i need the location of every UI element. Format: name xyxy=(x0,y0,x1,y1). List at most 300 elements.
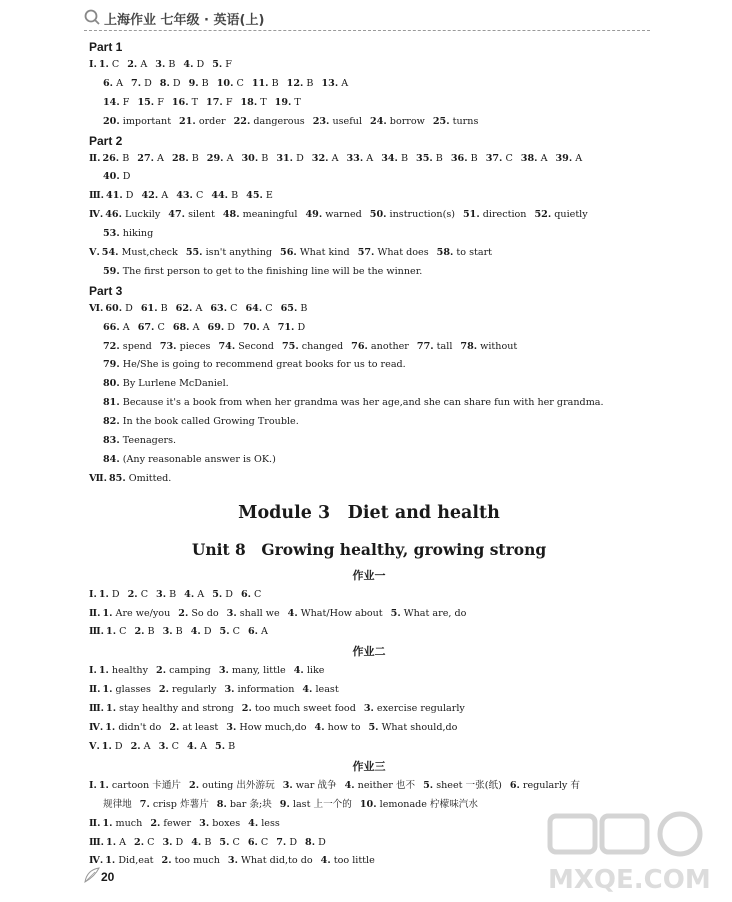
item-number: 1. xyxy=(102,817,113,829)
item-answer: bar 条;块 xyxy=(229,798,272,810)
item-number: 64. xyxy=(245,302,263,314)
item-answer: like xyxy=(306,665,325,677)
answer-item xyxy=(227,608,280,619)
answer-line xyxy=(89,187,649,206)
answer-line xyxy=(89,432,649,451)
item-number: 9. xyxy=(188,77,199,89)
item-number: 4. xyxy=(184,588,195,600)
answer-item xyxy=(370,116,425,127)
item-number: 3. xyxy=(224,684,235,696)
answer-item xyxy=(189,78,209,89)
answer-line xyxy=(89,356,649,375)
item-answer: boxes xyxy=(212,817,241,829)
answer-line xyxy=(89,300,649,319)
answer-item xyxy=(103,341,152,352)
item-number: 1. xyxy=(106,836,117,848)
answer-item xyxy=(191,626,212,637)
item-number: 3. xyxy=(282,779,293,791)
answer-item xyxy=(163,626,183,637)
item-answer: didn't do xyxy=(118,722,162,734)
item-answer: last 上一个的 xyxy=(292,798,352,810)
answer-item xyxy=(391,608,467,619)
item-answer: B xyxy=(228,740,236,752)
item-number: 75. xyxy=(281,340,299,352)
item-number: 2. xyxy=(189,779,200,791)
answer-item xyxy=(416,153,443,164)
answer-item xyxy=(312,153,339,164)
item-number: 58. xyxy=(436,247,454,259)
item-number: 65. xyxy=(280,302,298,314)
item-answer: dangerous xyxy=(253,115,305,127)
item-number: 3. xyxy=(199,817,210,829)
item-answer: important xyxy=(122,115,172,127)
item-number: 41. xyxy=(106,190,123,202)
item-number: 27. xyxy=(137,152,154,164)
item-answer: C xyxy=(157,321,165,333)
item-answer: warned xyxy=(325,209,362,221)
item-answer: B xyxy=(191,152,199,164)
item-number: 54. xyxy=(101,247,119,259)
item-number: 3. xyxy=(156,588,167,600)
item-number: 13. xyxy=(321,77,339,89)
item-answer: sheet 一张(纸) xyxy=(436,779,502,791)
item-number: 5. xyxy=(390,607,401,619)
item-answer: T xyxy=(191,96,199,108)
answer-line xyxy=(89,225,649,244)
roman-numeral: Ⅲ. xyxy=(89,190,105,202)
answer-item xyxy=(131,78,152,89)
answer-item xyxy=(217,78,244,89)
item-answer: fewer xyxy=(163,817,192,829)
roman-numeral: Ⅳ. xyxy=(89,209,104,221)
answer-line xyxy=(89,681,649,700)
item-answer: direction xyxy=(482,209,527,221)
item-number: 23. xyxy=(312,115,330,127)
item-answer: A xyxy=(116,77,124,89)
item-answer: What did,to do xyxy=(240,855,313,867)
answer-item xyxy=(252,78,279,89)
item-answer: without xyxy=(480,340,518,352)
answer-item xyxy=(103,78,123,89)
item-number: 4. xyxy=(320,855,331,867)
item-number: 3. xyxy=(227,855,238,867)
answer-item xyxy=(159,741,179,752)
item-answer: What does xyxy=(377,247,429,259)
item-answer: pieces xyxy=(179,340,211,352)
item-number: 83. xyxy=(103,435,120,447)
answer-item xyxy=(184,589,204,600)
item-answer: C xyxy=(505,152,513,164)
item-answer: D xyxy=(125,302,133,314)
search-logo-icon xyxy=(84,9,100,25)
roman-numeral: Ⅰ. xyxy=(89,779,97,791)
item-answer: least xyxy=(315,684,339,696)
answer-item xyxy=(105,209,160,220)
item-answer: too little xyxy=(333,855,375,867)
answer-line xyxy=(89,662,649,681)
roman-numeral: Ⅴ. xyxy=(89,247,100,259)
answer-item xyxy=(176,303,203,314)
answer-item xyxy=(248,837,268,848)
item-answer: C xyxy=(147,836,155,848)
item-answer: A xyxy=(366,152,374,164)
answer-item xyxy=(169,722,218,733)
answer-item xyxy=(381,153,408,164)
item-answer: B xyxy=(231,190,239,202)
answer-item xyxy=(245,303,272,314)
answer-item xyxy=(370,209,455,220)
item-number: 2. xyxy=(134,626,145,638)
item-answer: D xyxy=(225,588,233,600)
answer-item xyxy=(212,59,232,70)
item-number: 1. xyxy=(98,779,109,791)
answer-item xyxy=(155,59,175,70)
item-answer: So do xyxy=(191,607,219,619)
item-number: 68. xyxy=(172,321,190,333)
item-number: 35. xyxy=(416,152,433,164)
answer-item xyxy=(246,190,273,201)
item-answer: C xyxy=(171,740,180,752)
answer-line xyxy=(89,168,649,187)
item-answer: D xyxy=(175,836,184,848)
answer-item xyxy=(486,153,513,164)
item-answer: less xyxy=(261,817,280,829)
item-number: 9. xyxy=(279,798,290,810)
item-number: 2. xyxy=(127,588,138,600)
item-number: 1. xyxy=(98,588,109,600)
item-answer: D xyxy=(114,740,123,752)
item-answer: A xyxy=(197,588,205,600)
answer-item xyxy=(137,97,163,108)
answer-item xyxy=(102,247,178,258)
answer-item xyxy=(103,416,299,427)
item-number: 61. xyxy=(140,302,158,314)
item-answer: C xyxy=(254,588,262,600)
item-answer: regularly xyxy=(171,684,217,696)
item-number: 4. xyxy=(287,607,298,619)
item-number: 48. xyxy=(222,209,240,221)
answer-line xyxy=(89,605,649,624)
item-number: 5. xyxy=(423,779,434,791)
item-number: 22. xyxy=(233,115,251,127)
item-answer: B xyxy=(400,152,409,164)
module-title: Module 3 Diet and health xyxy=(238,502,500,523)
item-number: 29. xyxy=(206,152,224,164)
answer-item xyxy=(150,818,191,829)
answer-item xyxy=(156,665,211,676)
item-number: 5. xyxy=(212,59,223,70)
item-number: 11. xyxy=(251,77,269,89)
item-number: 67. xyxy=(137,321,155,333)
item-answer: A xyxy=(195,302,203,314)
answer-item xyxy=(360,799,478,810)
item-answer: many, little xyxy=(231,665,286,677)
item-number: 2. xyxy=(130,740,141,752)
answer-item xyxy=(206,97,232,108)
answer-item xyxy=(172,153,199,164)
item-number: 60. xyxy=(105,302,123,314)
item-answer: B xyxy=(435,152,443,164)
item-answer: D xyxy=(318,836,326,848)
item-answer: D xyxy=(203,626,212,638)
answer-item xyxy=(281,303,308,314)
answer-item xyxy=(109,473,171,484)
section-heading: Part 2 xyxy=(89,133,123,148)
item-number: 14. xyxy=(103,96,120,108)
answer-item xyxy=(99,665,148,676)
answer-item xyxy=(463,209,527,220)
item-answer: how to xyxy=(327,722,361,734)
answer-line xyxy=(89,244,649,263)
answer-item xyxy=(347,153,374,164)
item-number: 7. xyxy=(139,798,150,810)
item-answer: Omitted. xyxy=(128,472,172,484)
answer-item xyxy=(162,837,183,848)
item-number: 8. xyxy=(159,77,170,89)
answer-line xyxy=(89,375,649,394)
unit-title: Unit 8 Growing healthy, growing strong xyxy=(191,539,547,559)
answer-line xyxy=(89,413,649,432)
answer-item xyxy=(321,78,348,89)
answer-item xyxy=(283,780,337,791)
answer-item xyxy=(219,665,286,676)
item-answer: A xyxy=(161,190,169,202)
item-answer: A xyxy=(192,321,200,333)
item-number: 3. xyxy=(226,722,237,734)
item-number: 55. xyxy=(185,247,203,259)
item-number: 2. xyxy=(127,59,138,70)
item-answer: D xyxy=(122,171,131,183)
item-answer: spend xyxy=(122,340,152,352)
answer-item xyxy=(275,97,301,108)
answer-line xyxy=(89,777,649,796)
answer-item xyxy=(226,722,306,733)
item-number: 12. xyxy=(286,77,304,89)
item-answer: turns xyxy=(452,115,479,127)
answer-item xyxy=(156,589,176,600)
answer-item xyxy=(103,322,130,333)
answer-item xyxy=(128,589,148,600)
answer-item xyxy=(103,378,229,389)
answer-line xyxy=(89,150,649,169)
answer-item xyxy=(358,247,429,258)
item-answer: A xyxy=(575,152,583,164)
item-number: 5. xyxy=(212,588,223,600)
answer-item xyxy=(276,153,303,164)
answer-item xyxy=(106,190,133,201)
item-number: 81. xyxy=(103,397,120,409)
answer-item xyxy=(433,116,479,127)
roman-numeral: Ⅳ. xyxy=(89,722,104,734)
item-number: 19. xyxy=(274,96,292,108)
answer-item xyxy=(417,341,452,352)
item-answer: A xyxy=(200,740,208,752)
item-answer: another xyxy=(370,340,409,352)
item-number: 50. xyxy=(369,209,387,221)
item-answer: D xyxy=(289,836,298,848)
item-answer: D xyxy=(125,190,134,202)
item-number: 44. xyxy=(211,190,229,202)
homework-heading: 作业三 xyxy=(352,759,386,773)
item-answer: Second xyxy=(238,340,274,352)
answer-item xyxy=(183,59,204,70)
roman-numeral: Ⅱ. xyxy=(89,152,101,164)
item-number: 77. xyxy=(416,340,434,352)
item-number: 2. xyxy=(156,665,167,677)
header-title: 上海作业 七年级 · 英语(上) xyxy=(104,13,265,28)
item-number: 1. xyxy=(98,59,109,70)
answer-line xyxy=(89,394,649,413)
item-answer: lemonade 柠檬味汽水 xyxy=(379,798,478,810)
answer-item xyxy=(287,78,314,89)
answer-line xyxy=(89,319,649,338)
answer-item xyxy=(315,722,361,733)
answer-item xyxy=(186,247,272,258)
item-number: 1. xyxy=(101,740,112,752)
answer-item xyxy=(224,684,294,695)
item-answer: C xyxy=(236,77,244,89)
homework-heading: 作业二 xyxy=(352,645,386,659)
item-answer: useful xyxy=(332,115,363,127)
item-number: 3. xyxy=(158,740,169,752)
item-number: 2. xyxy=(158,684,169,696)
roman-numeral: Ⅲ. xyxy=(89,836,105,848)
item-answer: D xyxy=(144,77,152,89)
roman-numeral: Ⅵ. xyxy=(89,302,104,314)
answer-item xyxy=(364,703,465,714)
item-number: 1. xyxy=(102,607,113,619)
answer-item xyxy=(219,837,239,848)
item-number: 84. xyxy=(103,453,120,465)
item-number: 52. xyxy=(534,209,552,221)
item-number: 4. xyxy=(190,626,201,638)
item-answer: By Lurlene McDaniel. xyxy=(122,378,229,390)
item-answer: information xyxy=(237,684,295,696)
item-answer: B xyxy=(204,836,212,848)
answer-item xyxy=(106,837,126,848)
answer-item xyxy=(207,153,234,164)
item-answer: He/She is going to recommend great books for us to read. xyxy=(122,359,406,371)
answer-item xyxy=(212,589,233,600)
item-answer: What kind xyxy=(299,247,350,259)
answer-item xyxy=(302,684,338,695)
item-number: 2. xyxy=(178,607,189,619)
answer-item xyxy=(102,608,170,619)
item-number: 71. xyxy=(277,321,295,333)
item-answer: stay healthy and strong xyxy=(119,703,234,715)
answer-item xyxy=(223,209,298,220)
item-answer: C xyxy=(140,588,149,600)
item-answer: C xyxy=(232,836,240,848)
item-number: 2. xyxy=(161,855,172,867)
homework-heading: 作业一 xyxy=(352,568,386,582)
answer-item xyxy=(368,722,457,733)
answer-item xyxy=(99,59,119,70)
item-answer: healthy xyxy=(111,665,149,677)
item-answer: changed xyxy=(301,340,344,352)
answer-item xyxy=(102,153,129,164)
answer-item xyxy=(242,153,269,164)
answer-item xyxy=(103,799,132,810)
item-answer: B xyxy=(306,77,314,89)
answer-item xyxy=(103,228,153,239)
answer-item xyxy=(217,799,272,810)
item-number: 3. xyxy=(155,59,166,70)
answer-item xyxy=(211,190,238,201)
item-answer: B xyxy=(169,588,177,600)
item-number: 21. xyxy=(179,115,196,127)
item-number: 2. xyxy=(169,722,180,734)
item-number: 40. xyxy=(103,171,120,183)
answer-line xyxy=(89,470,649,489)
item-answer: How much,do xyxy=(239,722,307,734)
item-answer: war 战争 xyxy=(295,779,337,791)
item-answer: D xyxy=(297,321,306,333)
item-number: 3. xyxy=(162,626,173,638)
roman-numeral: Ⅲ. xyxy=(89,703,105,715)
item-answer: Are we/you xyxy=(115,607,171,619)
answer-item xyxy=(103,359,406,370)
item-number: 16. xyxy=(171,96,189,108)
answer-item xyxy=(159,684,217,695)
answer-item xyxy=(510,780,580,791)
item-answer: B xyxy=(300,302,308,314)
item-answer: shall we xyxy=(239,607,280,619)
item-number: 32. xyxy=(311,152,329,164)
item-answer: B xyxy=(122,152,130,164)
item-answer: D xyxy=(196,59,205,70)
page-number: 20 xyxy=(101,870,115,884)
item-number: 4. xyxy=(187,740,198,752)
answer-item xyxy=(191,837,211,848)
answer-line xyxy=(89,56,649,75)
item-number: 45. xyxy=(246,190,263,202)
item-number: 7. xyxy=(131,77,142,89)
item-answer: Luckily xyxy=(125,209,161,221)
answer-item xyxy=(248,626,268,637)
answer-item xyxy=(103,97,129,108)
item-answer: A xyxy=(331,152,339,164)
item-number: 26. xyxy=(102,152,120,164)
answer-item xyxy=(218,341,274,352)
answer-item xyxy=(276,837,297,848)
item-answer: tall xyxy=(436,340,453,352)
item-answer: What/How about xyxy=(300,607,383,619)
item-answer: cartoon 卡通片 xyxy=(111,779,182,791)
answer-line xyxy=(89,586,649,605)
answer-content xyxy=(89,38,649,871)
item-answer: B xyxy=(175,626,183,638)
item-answer: silent xyxy=(188,209,215,221)
item-answer: camping xyxy=(169,665,211,677)
item-number: 51. xyxy=(462,209,480,221)
item-answer: D xyxy=(172,77,181,89)
answer-line xyxy=(89,263,649,282)
item-answer: B xyxy=(261,152,269,164)
section-heading: Part 1 xyxy=(89,40,123,54)
item-number: 70. xyxy=(242,321,260,333)
item-answer: The first person to get to the finishing line will be the winner. xyxy=(122,265,423,277)
answer-item xyxy=(208,322,235,333)
answer-item xyxy=(102,684,150,695)
answer-item xyxy=(248,818,280,829)
item-number: 30. xyxy=(241,152,259,164)
answer-item xyxy=(280,799,352,810)
item-answer: quietly xyxy=(554,209,588,221)
item-answer: borrow xyxy=(389,115,425,127)
answer-item xyxy=(423,780,502,791)
item-number: 3. xyxy=(363,703,374,715)
